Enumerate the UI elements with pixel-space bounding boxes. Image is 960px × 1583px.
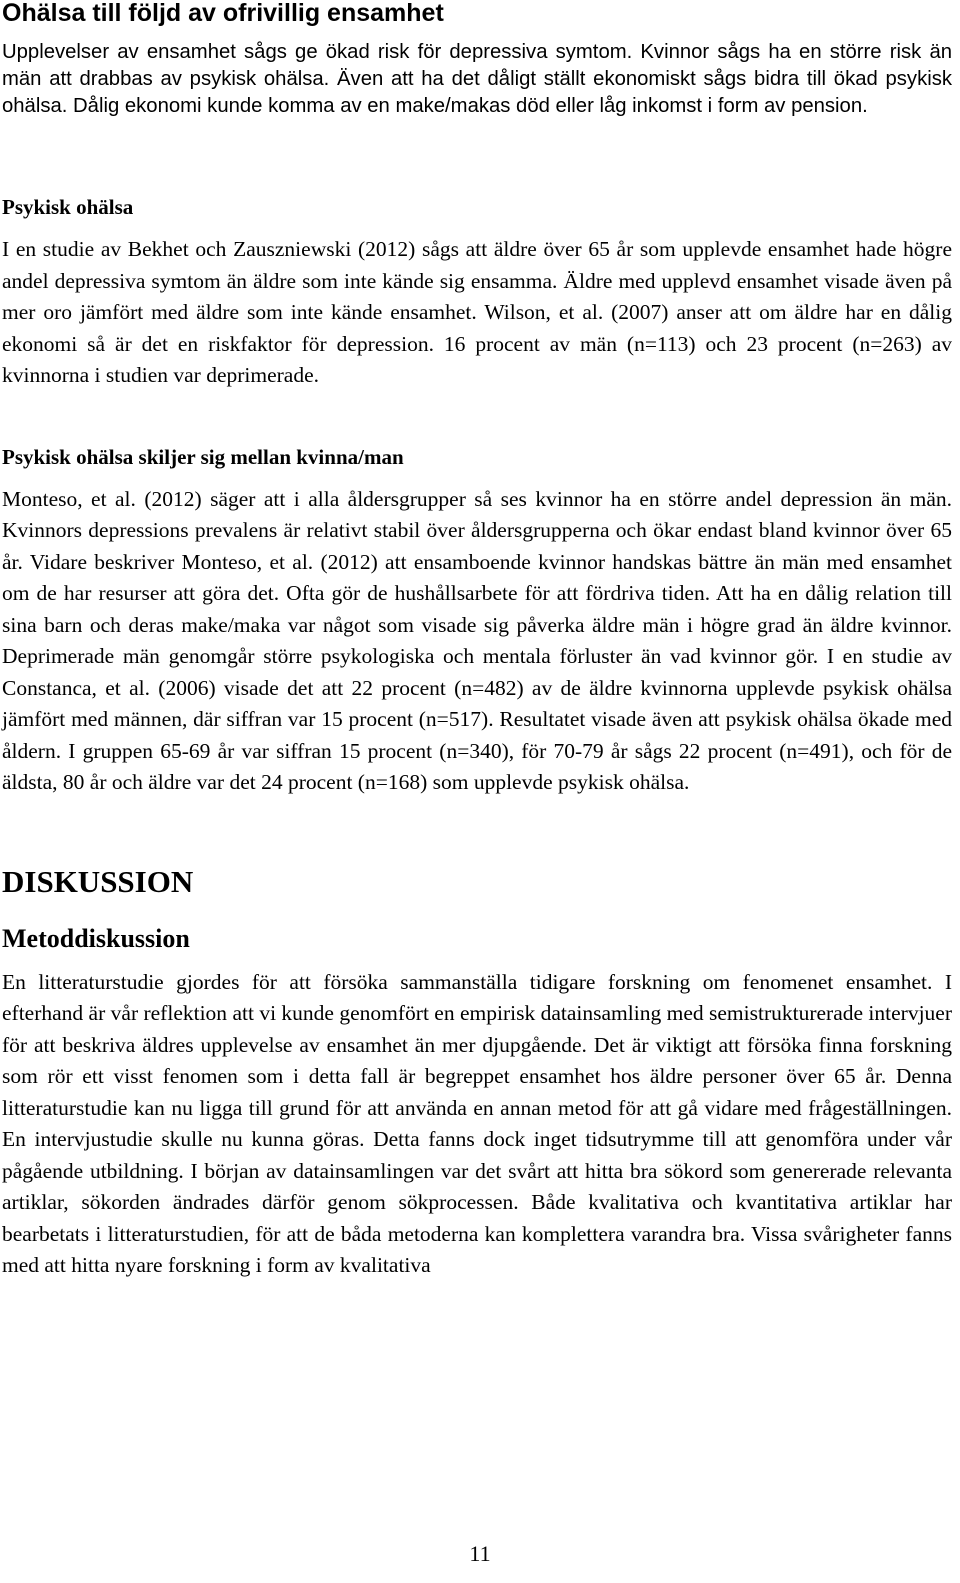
section-heading-kvinna-man: Psykisk ohälsa skiljer sig mellan kvinna/man bbox=[2, 444, 404, 469]
page-number: 11 bbox=[469, 1541, 491, 1566]
paragraph-psykisk-ohalsa: I en studie av Bekhet och Zauszniewski (2012) sågs att äldre över 65 år som upplevde ensamhet hade högre andel depressiva symtom än äldre som inte kände sig ensamma. Äldre med upplevd ensamhet visade även på mer oro jämfört med äldre som inte kände ensamhet. Wilson, et al. (2007) anser att om äldre har en dålig ekonomi så är det en riskfaktor för depression. 16 procent av män (n=113) och 23 procent (n=263) av kvinnorna i studien var deprimerade. bbox=[2, 237, 952, 387]
document-page bbox=[2, 0, 952, 1282]
paragraph-ohalsa-ensamhet: Upplevelser av ensamhet sågs ge ökad risk för depressiva symtom. Kvinnor sågs ha en större risk än män att drabbas av psykisk ohälsa. Även att ha det dåligt ställt ekonomiskt sågs bidra till ökad psykisk ohälsa. Dålig ekonomi kunde komma av en make/makas död eller låg inkomst i form av pension. bbox=[2, 41, 952, 117]
section-heading-psykisk-ohalsa: Psykisk ohälsa bbox=[2, 195, 134, 219]
paragraph-metoddiskussion: En litteraturstudie gjordes för att försöka sammanställa tidigare forskning om fenomenet ensamhet. I efterhand är vår reflektion att vi kunde genomfört en empirisk datainsamling med semistrukturerade intervjuer för att beskriva äldres upplevelse av ensamhet än mer djupgående. Det är viktigt att försöka finna forskning som rör ett visst fenomen som i detta fall är begreppet ensamhet hos äldre personer över 65 år. Denna litteraturstudie kan nu ligga till grund för att använda en annan metod för att gå vidare med frågeställningen. En intervjustudie skulle nu kunna göras. Detta fanns dock inget tidsutrymme till att genomföra under vår pågående utbildning. I början av datainsamlingen var det svårt att hitta bra sökord som genererade relevanta artiklar, sökorden ändrades därför genom sökprocessen. Både kvalitativa och kvantitativa artiklar har bearbetats i litteraturstudien, för att de båda metoderna kan komplettera varandra bra. Vissa svårigheter fanns med att hitta nyare forskning i form av kvalitativa bbox=[2, 969, 952, 1277]
chapter-title-diskussion: DISKUSSION bbox=[2, 863, 194, 899]
section-heading-ohalsa-ensamhet: Ohälsa till följd av ofrivillig ensamhet bbox=[2, 0, 444, 27]
paragraph-kvinna-man: Monteso, et al. (2012) säger att i alla åldersgrupper så ses kvinnor ha en större andel depression än män. Kvinnors depressions prevalens är relativt stabil över åldersgrupperna och ökar endast bland kvinnor över 65 år. Vidare beskriver Monteso, et al. (2012) att ensamboende kvinnor handskas bättre än män med ensamhet om de har resurser att göra det. Ofta gör de hushållsarbete för att fördriva tiden. Att ha en dålig relation till sina barn och deras make/maka var något som visade sig påverka äldre män i högre grad än äldre kvinnor. Deprimerade män genomgår större psykologiska och mentala förluster än vad kvinnor gör. I en studie av Constanca, et al. (2006) visade det att 22 procent (n=482) av de äldre kvinnorna upplevde psykisk ohälsa jämfört med männen, där siffran var 15 procent (n=517). Resultatet visade även att psykisk ohälsa ökade med åldern. I gruppen 65-69 år var siffran 15 procent (n=340), för 70-79 år sågs 22 procent (n=491), och för de äldsta, 80 år och äldre var det 24 procent (n=168) som upplevde psykisk ohälsa. bbox=[2, 486, 952, 794]
section-heading-metoddiskussion: Metoddiskussion bbox=[2, 923, 190, 953]
